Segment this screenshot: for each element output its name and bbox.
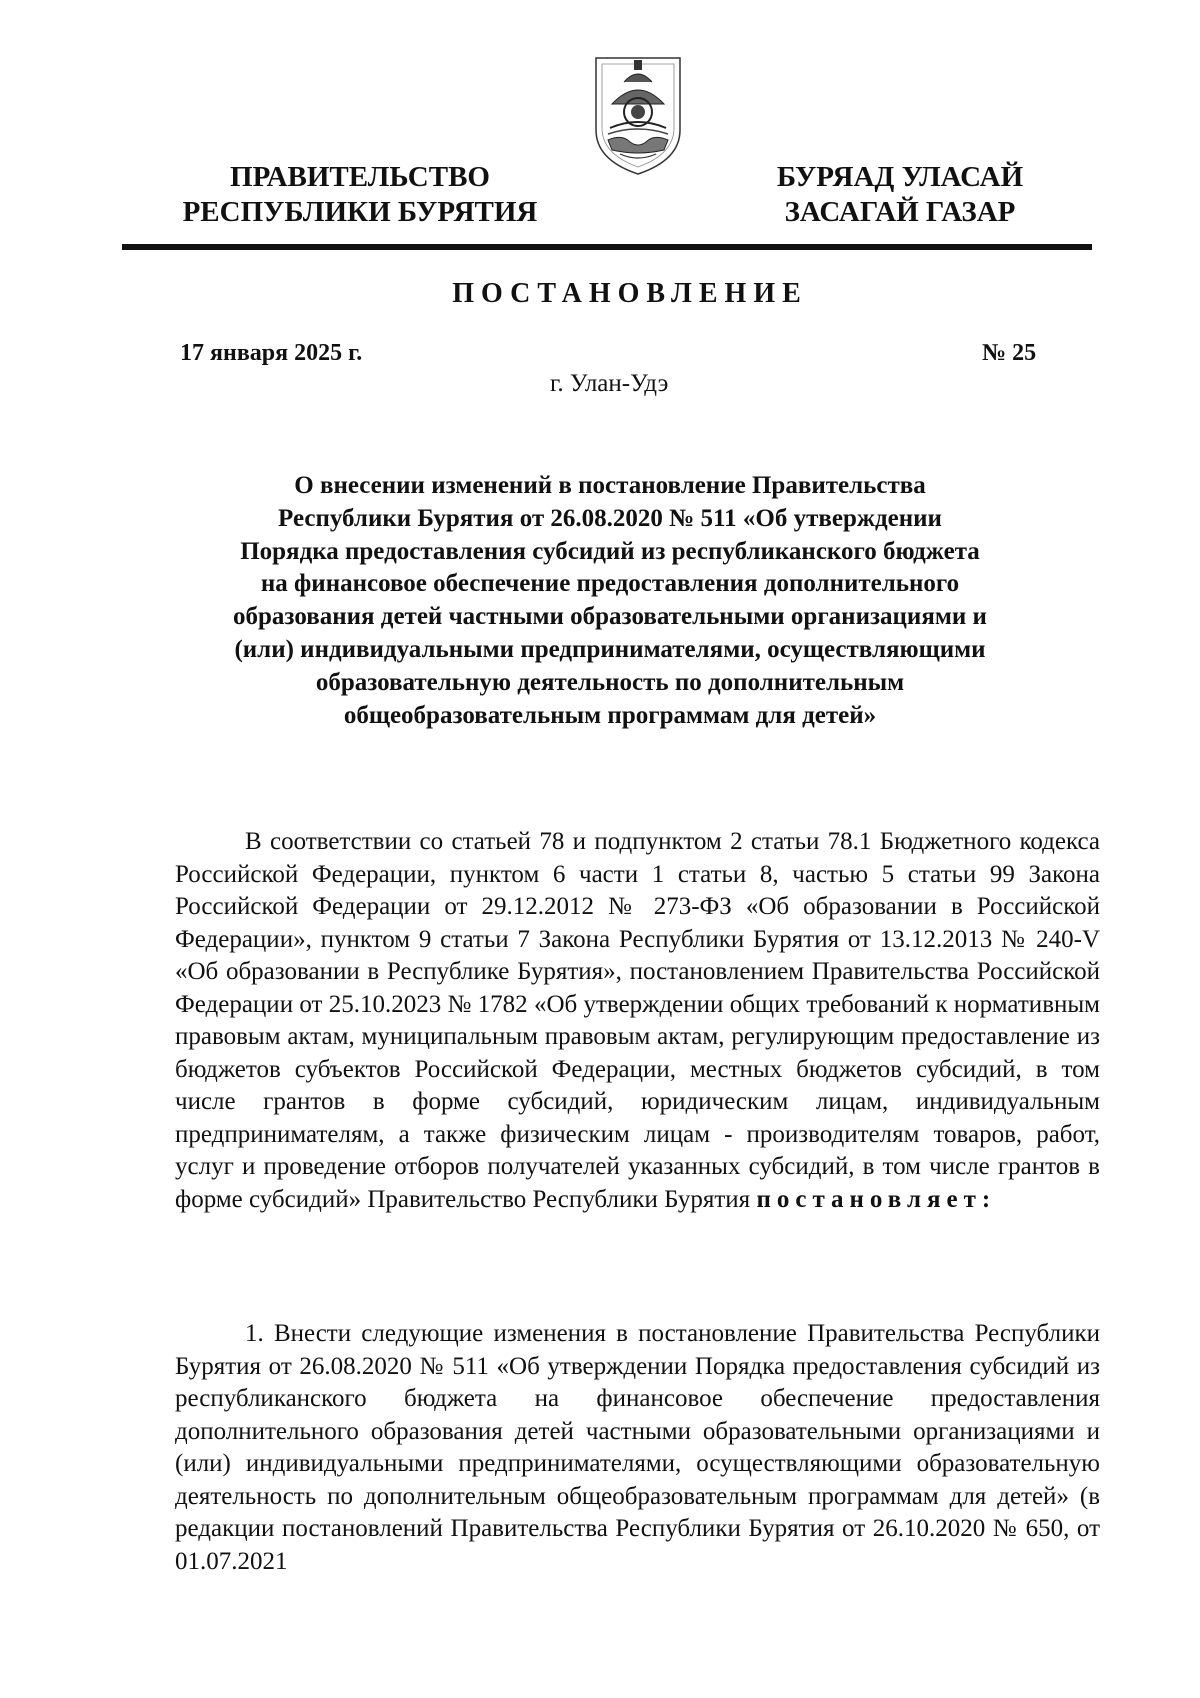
government-name-buryat-line2: ЗАСАГАЙ ГАЗАР — [784, 196, 1016, 228]
document-number: № 25 — [982, 340, 1037, 366]
document-city: г. Улан-Удэ — [550, 370, 669, 397]
document-title: О внесении изменений в постановление Правительства Республики Бурятия от 26.08.2020 № 511 «Об утверждении Порядка предоставления субсидий из республиканского бюджета на финансовое обеспечение предоставления дополнительного образования детей частными образовательными организациями и (или) индивидуальными предпринимателями, осуществляющими образовательную деятельность по дополнительным общеобразовательным программам для детей» — [233, 472, 987, 729]
preamble-text: В соответствии со статьей 78 и подпунктом 2 статьи 78.1 Бюджетного кодекса Российской Федерации, пунктом 6 части 1 статьи 8, частью 5 статьи 99 Закона Российской Федерации от 29.12.2012 № 273-ФЗ «Об образовании в Российской Федерации», пунктом 9 статьи 7 Закона Республики Бурятия от 13.12.2013 № 240-V «Об образовании в Республике Бурятия», постановлением Правительства Российской Федерации от 25.10.2023 № 1782 «Об утверждении общих требований к нормативным правовым актам, муниципальным правовым актам, регулирующим предоставление из бюджетов субъектов Российской Федерации, местных бюджетов субсидий, в том числе грантов в форме субсидий, юридическим лицам, индивидуальным предпринимателям, а также физическим лицам - производителям товаров, работ, услуг и проведение отборов получателей указанных субсидий, в том числе грантов в форме субсидий» Правительство Республики Бурятия — [175, 828, 1100, 1213]
government-name-buryat — [750, 160, 1050, 230]
body-paragraph-item-1: 1. Внести следующие изменения в постановление Правительства Республики Бурятия от 26.08.2020 № 511 «Об утверждении Порядка предоставления субсидий из республиканского бюджета на финансовое обеспечение предоставления дополнительного образования детей частными образовательными организациями и (или) индивидуальными предпринимателями, осуществляющими образовательную деятельность по дополнительным общеобразовательным программам для детей» (в редакции постановлений Правительства Республики Бурятия от 26.10.2020 № 650, от 01.07.2021 — [175, 1320, 1100, 1575]
body-paragraph-preamble — [175, 826, 1100, 1216]
header-divider — [122, 244, 1092, 250]
document-date: 17 января 2025 г. — [180, 340, 363, 366]
document-type: ПОСТАНОВЛЕНИЕ — [452, 278, 808, 309]
government-name-russian — [180, 160, 540, 230]
government-name-russian-line1: ПРАВИТЕЛЬСТВО — [230, 161, 490, 193]
government-name-russian-line2: РЕСПУБЛИКИ БУРЯТИЯ — [182, 196, 538, 228]
government-name-buryat-line1: БУРЯАД УЛАСАЙ — [776, 161, 1024, 193]
coat-of-arms-icon — [590, 52, 686, 178]
preamble-resolution-word: постановляет: — [756, 1185, 997, 1213]
